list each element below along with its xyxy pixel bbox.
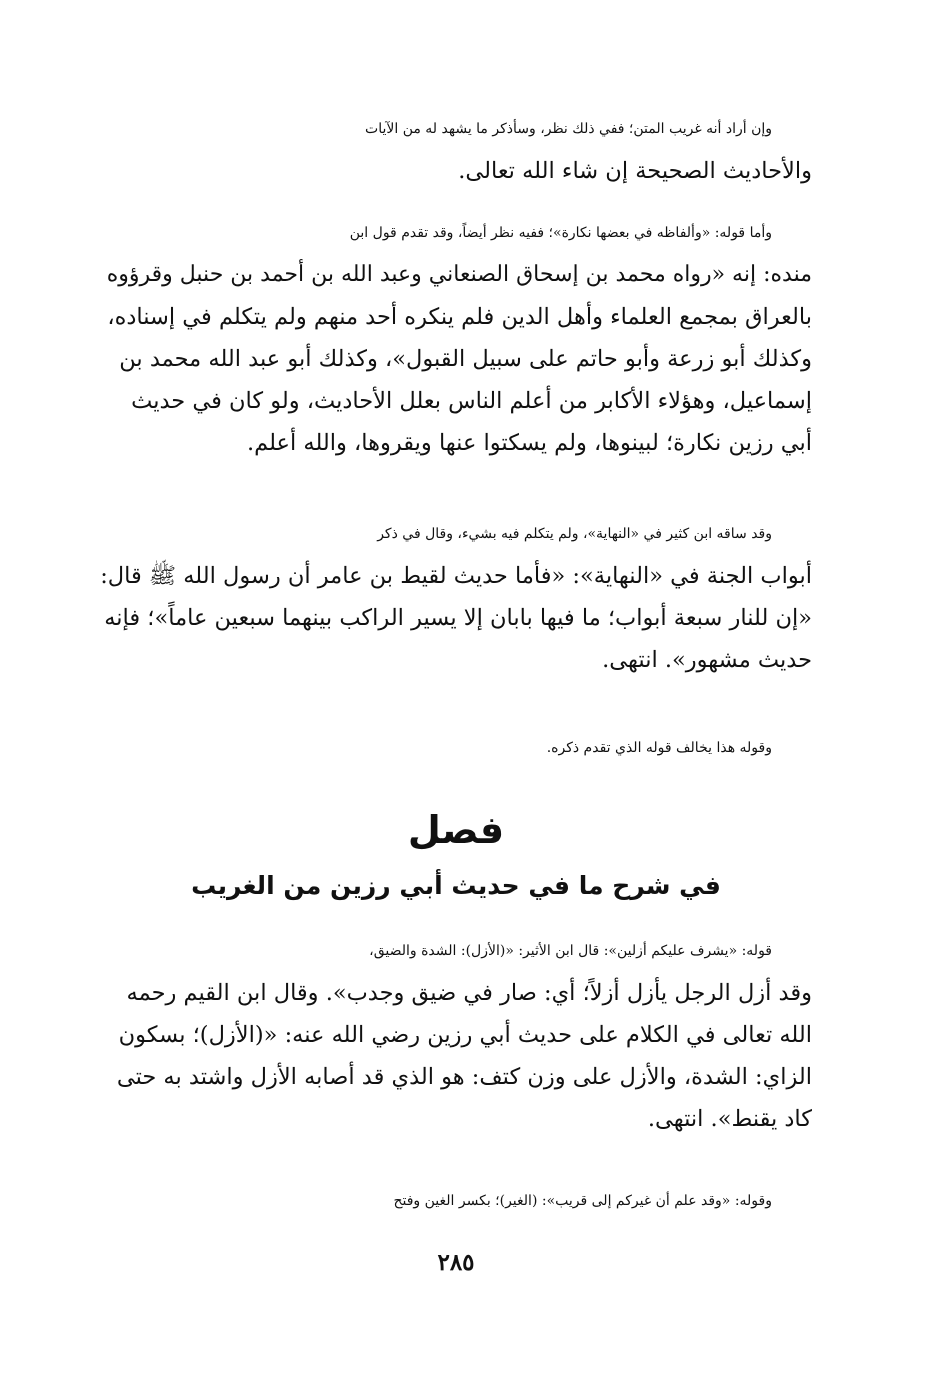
paragraph-line: أبواب الجنة في «النهاية»: «فأما حديث لقيط بن عامر أن رسول الله ﷺ قال: <box>100 563 812 589</box>
paragraph-line: أبي رزين نكارة؛ لبينوها، ولم يسكتوا عنها ويقروها، والله أعلم. <box>246 430 812 456</box>
paragraph-line: وكذلك أبو زرعة وأبو حاتم على سبيل القبول»، وكذلك أبو عبد الله محمد بن <box>119 346 812 372</box>
section-paragraph-2 <box>100 1180 812 1222</box>
paragraph-line: وقد أزل الرجل يأزل أزلاً؛ أي: صار في ضيق وجدب». وقال ابن القيم رحمه <box>126 980 812 1006</box>
paragraph-line: الزاي: الشدة، والأزل على وزن كتف: هو الذي قد أصابه الأزل واشتد به حتى <box>116 1064 812 1090</box>
paragraph-line: منده: إنه «رواه محمد بن إسحاق الصنعاني وعبد الله بن أحمد بن حنبل وقرؤوه <box>106 262 812 287</box>
section-subheading: في شرح ما في حديث أبي رزين من الغريب <box>191 871 721 900</box>
paragraph-1 <box>100 108 812 192</box>
paragraph-3 <box>100 513 812 681</box>
paragraph-line: الله تعالى في الكلام على حديث أبي رزين رضي الله عنه: «(الأزل)؛ بسكون <box>118 1022 812 1048</box>
paragraph-line: وقوله: «وقد علم أن غيركم إلى قريب»: (الغير)؛ بكسر الغين وفتح <box>393 1193 772 1209</box>
paragraph-line: وقوله هذا يخالف قوله الذي تقدم ذكره. <box>546 740 772 756</box>
paragraph-line: قوله: «يشرف عليكم أزلين»: قال ابن الأثير: «(الأزل): الشدة والضيق، <box>369 943 772 959</box>
paragraph-4 <box>100 727 812 769</box>
paragraph-line: إسماعيل، وهؤلاء الأكابر من أعلم الناس بعلل الأحاديث، ولو كان في حديث <box>131 388 812 414</box>
paragraph-line: وإن أراد أنه غريب المتن؛ ففي ذلك نظر، وسأذكر ما يشهد له من الآيات <box>365 121 772 137</box>
paragraph-line: وأما قوله: «وألفاظه في بعضها نكارة»؛ ففيه نظر أيضاً، وقد تقدم قول ابن <box>349 225 772 241</box>
paragraph-line: «إن للنار سبعة أبواب؛ ما فيها بابان إلا يسير الراكب بينهما سبعين عاماً»؛ فإنه <box>104 605 812 631</box>
paragraph-line: والأحاديث الصحيحة إن شاء الله تعالى. <box>458 158 812 184</box>
paragraph-line: حديث مشهور». انتهى. <box>602 647 812 673</box>
section-heading: فصل <box>407 808 505 852</box>
page-number: ٢٨٥ <box>437 1249 475 1276</box>
paragraph-line: وقد ساقه ابن كثير في «النهاية»، ولم يتكلم فيه بشيء، وقال في ذكر <box>377 526 772 542</box>
paragraph-line: بالعراق بمجمع العلماء وأهل الدين فلم ينكره أحد منهم ولم يتكلم في إسناده، <box>107 304 812 330</box>
paragraph-line: كاد يقنط». انتهى. <box>647 1106 812 1132</box>
paragraph-2 <box>100 212 812 464</box>
book-page <box>100 100 812 1300</box>
section-paragraph-1 <box>100 930 812 1140</box>
